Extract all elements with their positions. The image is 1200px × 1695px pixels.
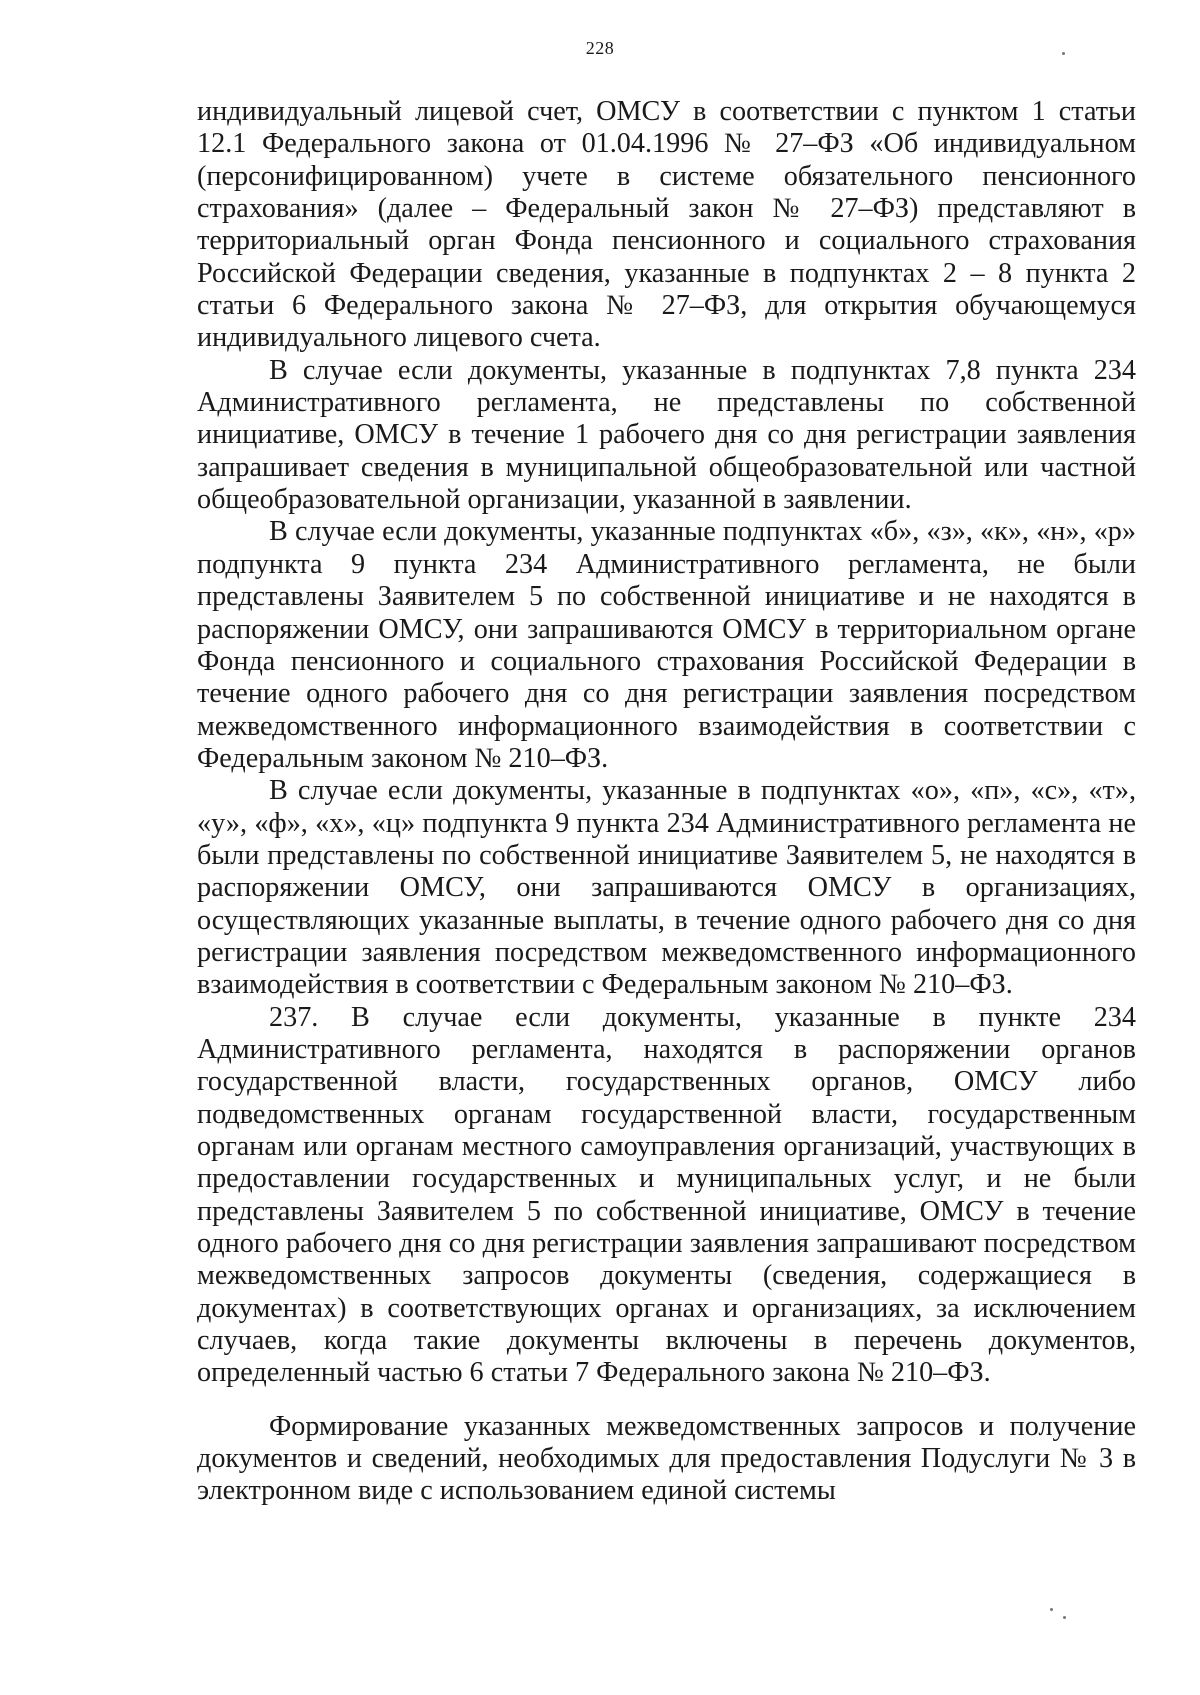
paragraph: В случае если документы, указанные в подпунктах 7,8 пункта 234 Административного регламента, не представлены по собственной инициативе, ОМСУ в течение 1 рабочего дня со дня регистрации заявления запрашивает сведения в муниципальной общеобразовательной или частной общеобразовательной организации, указанной в заявлении. — [197, 354, 1136, 516]
paragraph-continuation: индивидуальный лицевой счет, ОМСУ в соответствии с пунктом 1 статьи 12.1 Федерального закона от 01.04.1996 № 27–ФЗ «Об индивидуальном (персонифицированном) учете в системе обязательного пенсионного страхования» (далее – Федеральный закон № 27–ФЗ) представляют в территориальный орган Фонда пенсионного и социального страхования Российской Федерации сведения, указанные в подпунктах 2 – 8 пункта 2 статьи 6 Федерального закона № 27–ФЗ, для открытия обучающемуся индивидуального лицевого счета. — [197, 96, 1136, 354]
scan-speck — [1063, 1616, 1066, 1619]
paragraph: В случае если документы, указанные в подпунктах «о», «п», «с», «т», «у», «ф», «х», «ц» подпункта 9 пункта 234 Административного регламента не были представлены по собственной инициативе Заявителем 5, не находятся в распоряжении ОМСУ, они запрашиваются ОМСУ в организациях, осуществляющих указанные выплаты, в течение одного рабочего дня со дня регистрации заявления посредством межведомственного информационного взаимодействия в соответствии с Федеральным законом № 210–ФЗ. — [197, 775, 1136, 1001]
paragraph: Формирование указанных межведомственных запросов и получение документов и сведений, необходимых для предоставления Подуслуги № 3 в электронном виде с использованием единой системы — [197, 1410, 1136, 1507]
page-number: 228 — [585, 38, 615, 58]
document-body — [197, 96, 1136, 1508]
paragraph: В случае если документы, указанные подпунктах «б», «з», «к», «н», «р» подпункта 9 пункта 234 Административного регламента, не были представлены Заявителем 5 по собственной инициативе и не находятся в распоряжении ОМСУ, они запрашиваются ОМСУ в территориальном органе Фонда пенсионного и социального страхования Российской Федерации в течение одного рабочего дня со дня регистрации заявления посредством межведомственного информационного взаимодействия в соответствии с Федеральным законом № 210–ФЗ. — [197, 516, 1136, 774]
paragraph-item-237: 237. В случае если документы, указанные в пункте 234 Административного регламента, находятся в распоряжении органов государственной власти, государственных органов, ОМСУ либо подведомственных органам государственной власти, государственным органам или органам местного самоуправления организаций, участвующих в предоставлении государственных и муниципальных услуг, и не были представлены Заявителем 5 по собственной инициативе, ОМСУ в течение одного рабочего дня со дня регистрации заявления запрашивают посредством межведомственных запросов документы (сведения, содержащиеся в документах) в соответствующих органах и организациях, за исключением случаев, когда такие документы включены в перечень документов, определенный частью 6 статьи 7 Федерального закона № 210–ФЗ. — [197, 1001, 1136, 1389]
scan-speck — [1062, 52, 1065, 55]
scan-speck — [1050, 1608, 1053, 1611]
